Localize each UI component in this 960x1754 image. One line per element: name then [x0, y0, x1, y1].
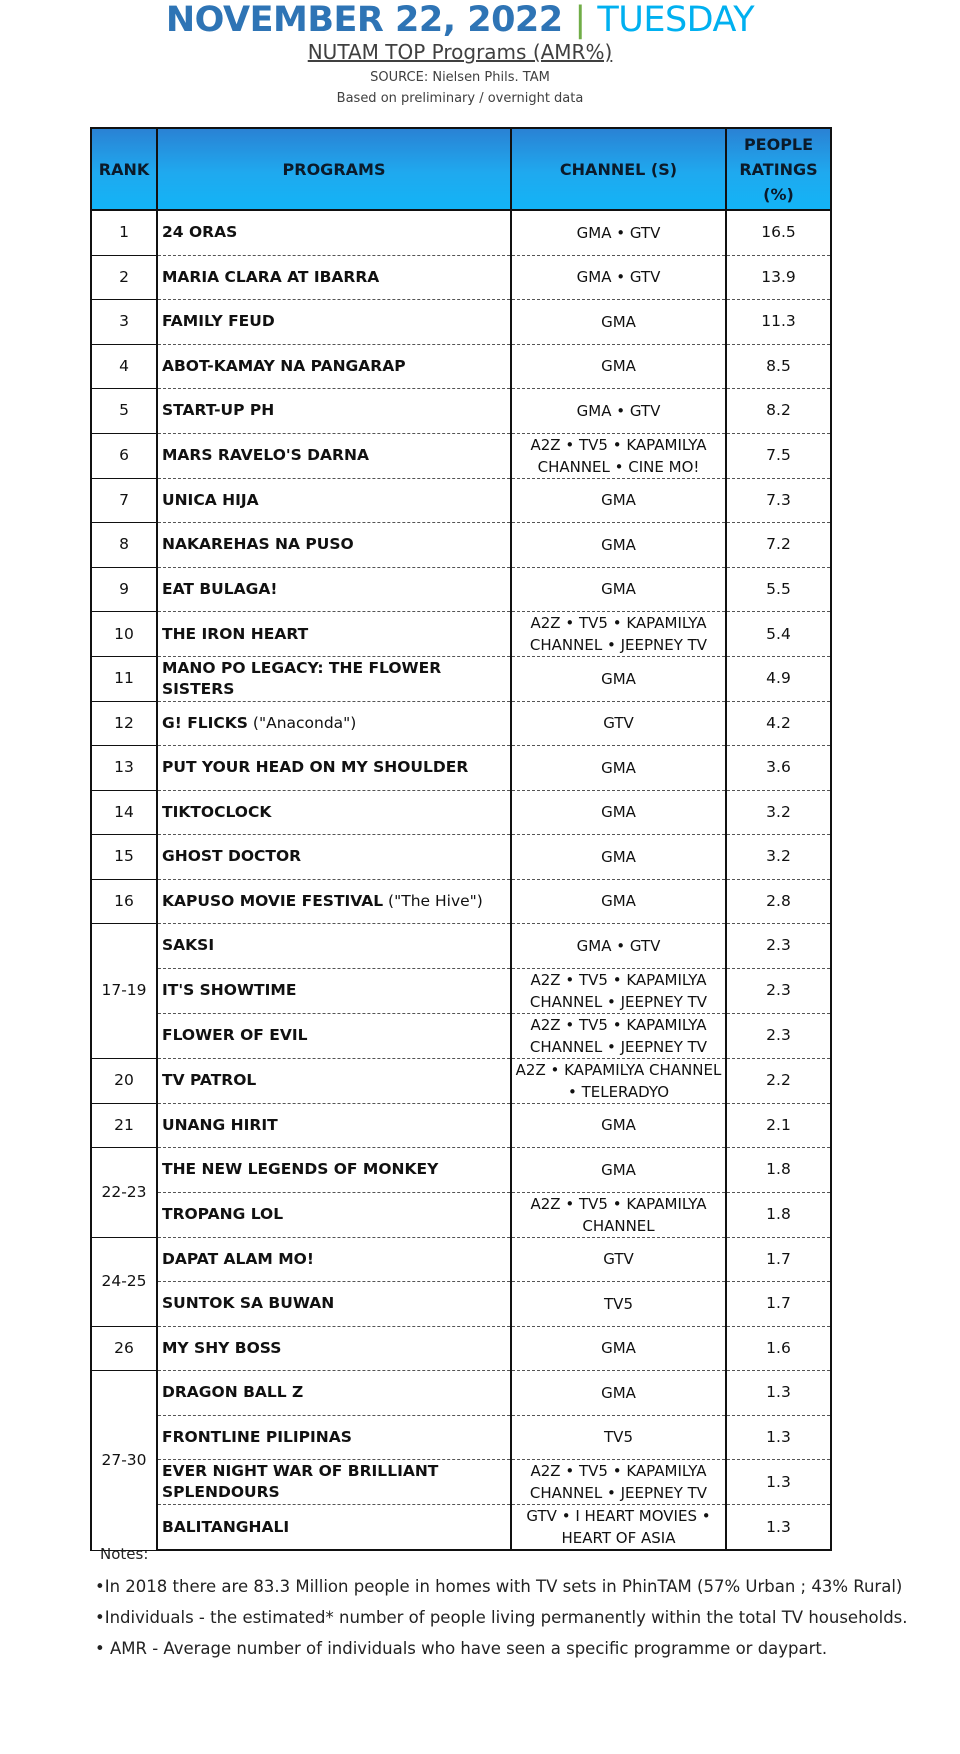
rank-cell: 14 [91, 790, 157, 835]
channel-cell: GMA • GTV [511, 389, 726, 434]
rating-cell: 1.3 [726, 1460, 831, 1505]
rank-cell: 8 [91, 523, 157, 568]
program-cell [157, 523, 511, 568]
program-name: FRONTLINE PILIPINAS [162, 1427, 352, 1446]
rank-cell: 27-30 [91, 1371, 157, 1551]
program-name: TV PATROL [162, 1071, 257, 1089]
note-item: •In 2018 there are 83.3 Million people in homes with TV sets in PhinTAM (57% Urban ; 43% Rural) [95, 1577, 903, 1596]
program-name: EVER NIGHT WAR OF BRILLIANT SPLENDOURS [162, 1462, 439, 1501]
rank-cell: 7 [91, 478, 157, 523]
table-row [91, 657, 831, 702]
rating-cell: 3.6 [726, 746, 831, 791]
program-cell [157, 255, 511, 300]
table-header-row [91, 128, 831, 210]
channel-cell: GMA [511, 1148, 726, 1193]
program-cell [157, 1326, 511, 1371]
program-cell [157, 478, 511, 523]
rank-cell: 2 [91, 255, 157, 300]
channel-cell: GMA [511, 746, 726, 791]
channel-cell: TV5 [511, 1282, 726, 1327]
rating-cell: 7.2 [726, 523, 831, 568]
rank-cell: 3 [91, 300, 157, 345]
ratings-table [90, 127, 832, 1551]
channel-cell: GMA [511, 1326, 726, 1371]
program-name: MANO PO LEGACY: THE FLOWER SISTERS [162, 658, 442, 698]
program-cell [157, 1103, 511, 1148]
data-source: SOURCE: Nielsen Phils. TAM [370, 70, 550, 85]
rating-cell: 8.2 [726, 389, 831, 434]
table-row [91, 1371, 831, 1416]
program-cell [157, 1460, 511, 1505]
program-name: SUNTOK SA BUWAN [162, 1294, 335, 1313]
table-row [91, 701, 831, 746]
table-row [91, 835, 831, 880]
rating-cell: 1.3 [726, 1505, 831, 1551]
channel-cell: GTV [511, 701, 726, 746]
rank-cell: 5 [91, 389, 157, 434]
table-row [91, 300, 831, 345]
program-cell [157, 968, 511, 1013]
program-name: ABOT-KAMAY NA PANGARAP [162, 356, 406, 375]
program-cell [157, 210, 511, 255]
channel-cell: GMA • GTV [511, 255, 726, 300]
channel-cell: GMA • GTV [511, 210, 726, 255]
program-cell [157, 433, 511, 478]
title-separator: | [574, 0, 586, 40]
rank-cell: 1 [91, 210, 157, 255]
program-name: MARIA CLARA AT IBARRA [162, 267, 380, 286]
rank-cell: 10 [91, 612, 157, 657]
program-cell [157, 924, 511, 969]
program-name: G! FLICKS [162, 713, 248, 732]
program-name: DAPAT ALAM MO! [162, 1249, 314, 1268]
rating-cell: 4.2 [726, 701, 831, 746]
program-name: 24 ORAS [162, 223, 238, 242]
program-cell [157, 657, 511, 702]
table-row [91, 1326, 831, 1371]
program-cell [157, 1505, 511, 1551]
program-name: FAMILY FEUD [162, 312, 275, 331]
rank-cell: 26 [91, 1326, 157, 1371]
table-row [91, 1192, 831, 1237]
channel-cell: GMA [511, 523, 726, 568]
program-note: ("The Hive") [383, 891, 483, 910]
rank-cell: 22-23 [91, 1148, 157, 1238]
program-cell [157, 1058, 511, 1103]
table-row [91, 612, 831, 657]
channel-cell: GMA [511, 478, 726, 523]
program-name: MY SHY BOSS [162, 1338, 282, 1357]
channel-cell: A2Z • TV5 • KAPAMILYA CHANNEL • JEEPNEY TV [511, 612, 726, 657]
rank-cell: 4 [91, 344, 157, 389]
rating-cell: 16.5 [726, 210, 831, 255]
report-day: TUESDAY [597, 0, 755, 40]
table-body [91, 210, 831, 1550]
rating-cell: 2.3 [726, 924, 831, 969]
channel-cell: GTV [511, 1237, 726, 1282]
program-name: TROPANG LOL [162, 1205, 284, 1223]
note-item: •Individuals - the estimated* number of people living permanently within the total TV households. [95, 1608, 908, 1627]
rating-cell: 1.8 [726, 1192, 831, 1237]
program-cell [157, 1282, 511, 1327]
rating-cell: 5.5 [726, 567, 831, 612]
table-row [91, 210, 831, 255]
program-name: THE IRON HEART [162, 624, 309, 643]
rank-cell: 17-19 [91, 924, 157, 1059]
program-cell [157, 835, 511, 880]
table-row [91, 746, 831, 791]
rating-cell: 1.6 [726, 1326, 831, 1371]
program-cell [157, 1192, 511, 1237]
rank-cell: 13 [91, 746, 157, 791]
channel-cell: GTV • I HEART MOVIES • HEART OF ASIA [511, 1505, 726, 1551]
channel-cell: A2Z • TV5 • KAPAMILYA CHANNEL [511, 1192, 726, 1237]
program-cell [157, 389, 511, 434]
channel-cell: GMA [511, 657, 726, 702]
table-row [91, 1460, 831, 1505]
report-subtitle: NUTAM TOP Programs (AMR%) [307, 40, 613, 64]
rank-cell: 12 [91, 701, 157, 746]
rating-cell: 3.2 [726, 835, 831, 880]
rating-cell: 2.3 [726, 968, 831, 1013]
program-name: FLOWER OF EVIL [162, 1026, 308, 1044]
rank-cell: 6 [91, 433, 157, 478]
channel-cell: GMA [511, 879, 726, 924]
rank-cell: 21 [91, 1103, 157, 1148]
table-row [91, 1282, 831, 1327]
program-cell [157, 701, 511, 746]
program-cell [157, 879, 511, 924]
table-row [91, 478, 831, 523]
table-row [91, 567, 831, 612]
rating-cell: 8.5 [726, 344, 831, 389]
channel-cell: GMA [511, 835, 726, 880]
program-name: UNICA HIJA [162, 490, 259, 509]
rating-cell: 4.9 [726, 657, 831, 702]
program-cell [157, 1013, 511, 1058]
column-header-programs: PROGRAMS [157, 128, 511, 210]
table-row [91, 790, 831, 835]
rating-cell: 1.8 [726, 1148, 831, 1193]
program-cell [157, 1371, 511, 1416]
program-name: PUT YOUR HEAD ON MY SHOULDER [162, 758, 469, 777]
table-row [91, 255, 831, 300]
rating-cell: 7.5 [726, 433, 831, 478]
program-name: BALITANGHALI [162, 1517, 290, 1536]
table-row [91, 1058, 831, 1103]
channel-cell: GMA [511, 1371, 726, 1416]
program-name: THE NEW LEGENDS OF MONKEY [162, 1160, 439, 1179]
rating-cell: 1.3 [726, 1371, 831, 1416]
channel-cell: GMA [511, 300, 726, 345]
rating-cell: 7.3 [726, 478, 831, 523]
program-name: EAT BULAGA! [162, 579, 278, 598]
program-cell [157, 1415, 511, 1460]
channel-cell: GMA [511, 567, 726, 612]
program-name: DRAGON BALL Z [162, 1383, 304, 1402]
rating-cell: 1.7 [726, 1282, 831, 1327]
rank-cell: 16 [91, 879, 157, 924]
column-header-ratings: PEOPLE RATINGS (%) [726, 128, 831, 210]
channel-cell: GMA [511, 790, 726, 835]
program-name: GHOST DOCTOR [162, 847, 302, 866]
table-row [91, 1148, 831, 1193]
channel-cell: A2Z • TV5 • KAPAMILYA CHANNEL • JEEPNEY TV [511, 1460, 726, 1505]
rating-cell: 2.3 [726, 1013, 831, 1058]
program-name: START-UP PH [162, 401, 275, 420]
program-name: NAKAREHAS NA PUSO [162, 535, 354, 554]
rank-cell: 11 [91, 657, 157, 702]
program-name: UNANG HIRIT [162, 1115, 278, 1134]
program-cell [157, 746, 511, 791]
program-note: ("Anaconda") [247, 713, 357, 732]
program-cell [157, 1237, 511, 1282]
data-basis: Based on preliminary / overnight data [336, 91, 584, 106]
table-row [91, 1237, 831, 1282]
table-row [91, 1505, 831, 1551]
rating-cell: 2.1 [726, 1103, 831, 1148]
table-row [91, 1013, 831, 1058]
program-cell [157, 612, 511, 657]
channel-cell: TV5 [511, 1415, 726, 1460]
rating-cell: 1.3 [726, 1415, 831, 1460]
table-row [91, 924, 831, 969]
rating-cell: 5.4 [726, 612, 831, 657]
program-cell [157, 790, 511, 835]
channel-cell: GMA [511, 1103, 726, 1148]
note-item: • AMR - Average number of individuals who have seen a specific programme or daypart. [95, 1639, 828, 1658]
rating-cell: 2.8 [726, 879, 831, 924]
column-header-channels: CHANNEL (S) [511, 128, 726, 210]
program-name: KAPUSO MOVIE FESTIVAL [162, 891, 384, 910]
program-cell [157, 1148, 511, 1193]
program-name: TIKTOCLOCK [162, 802, 272, 821]
report-date: NOVEMBER 22, 2022 [165, 0, 563, 40]
report-title [0, 0, 920, 40]
table-row [91, 433, 831, 478]
table-row [91, 1415, 831, 1460]
channel-cell: A2Z • TV5 • KAPAMILYA CHANNEL • JEEPNEY TV [511, 968, 726, 1013]
channel-cell: A2Z • KAPAMILYA CHANNEL • TELERADYO [511, 1058, 726, 1103]
table-row [91, 968, 831, 1013]
program-name: IT'S SHOWTIME [162, 981, 297, 999]
rank-cell: 24-25 [91, 1237, 157, 1326]
table-row [91, 389, 831, 434]
program-name: SAKSI [162, 936, 215, 955]
rating-cell: 3.2 [726, 790, 831, 835]
channel-cell: A2Z • TV5 • KAPAMILYA CHANNEL • CINE MO! [511, 433, 726, 478]
rating-cell: 2.2 [726, 1058, 831, 1103]
channel-cell: GMA • GTV [511, 924, 726, 969]
notes-heading: Notes: [100, 1545, 149, 1563]
rank-cell: 20 [91, 1058, 157, 1103]
rating-cell: 11.3 [726, 300, 831, 345]
channel-cell: A2Z • TV5 • KAPAMILYA CHANNEL • JEEPNEY TV [511, 1013, 726, 1058]
rating-cell: 13.9 [726, 255, 831, 300]
program-cell [157, 344, 511, 389]
channel-cell: GMA [511, 344, 726, 389]
program-cell [157, 300, 511, 345]
program-name: MARS RAVELO'S DARNA [162, 446, 369, 464]
table-row [91, 879, 831, 924]
table-row [91, 523, 831, 568]
rank-cell: 9 [91, 567, 157, 612]
table-row [91, 1103, 831, 1148]
rank-cell: 15 [91, 835, 157, 880]
column-header-rank: RANK [91, 128, 157, 210]
rating-cell: 1.7 [726, 1237, 831, 1282]
table-row [91, 344, 831, 389]
program-cell [157, 567, 511, 612]
